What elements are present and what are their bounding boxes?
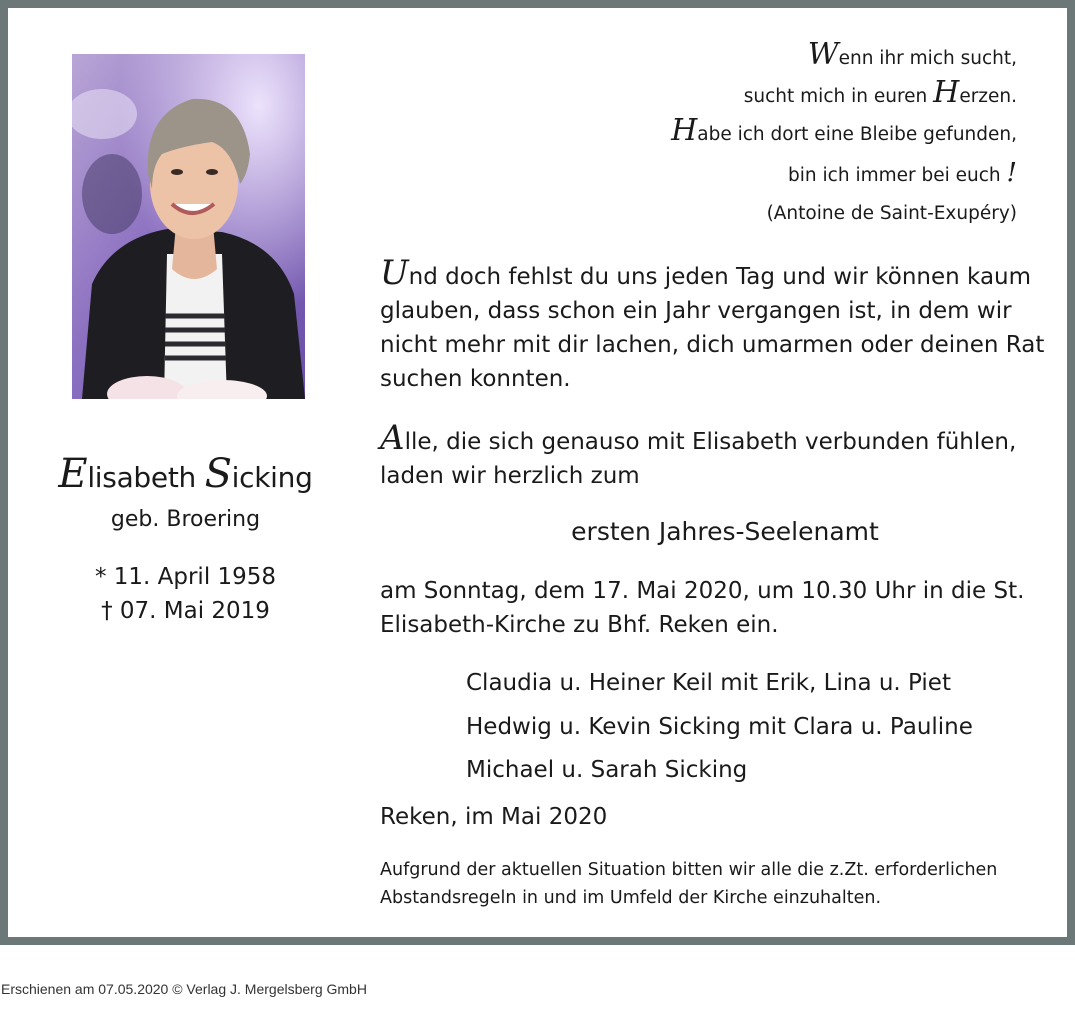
family-member: Hedwig u. Kevin Sicking mit Clara u. Pauline	[466, 713, 973, 740]
birth-name: geb. Broering	[110, 507, 261, 532]
life-dates	[48, 560, 323, 628]
poem-line-1: Wenn ihr mich sucht,	[807, 37, 1017, 72]
invitation-paragraph: Alle, die sich genauso mit Elisabeth verbunden fühlen, laden wir herzlich zum	[380, 418, 1017, 489]
place-date: Reken, im Mai 2020	[380, 804, 608, 830]
poem-line-3: Habe ich dort eine Bleibe gefunden,	[671, 113, 1017, 148]
memorial-paragraph: Und doch fehlst du uns jeden Tag und wir können kaum glauben, dass schon ein Jahr vergangen ist, in dem wir nicht mehr mit dir lachen, dich umarmen oder deinen Rat suchen konnten.	[380, 253, 1045, 392]
portrait-photo	[72, 54, 305, 399]
birth-date: * 11. April 1958	[94, 564, 277, 590]
family-list	[466, 662, 973, 793]
poem	[597, 37, 1017, 233]
mass-title: ersten Jahres-Seelenamt	[571, 517, 879, 546]
family-member: Claudia u. Heiner Keil mit Erik, Lina u. Piet	[466, 670, 951, 696]
distancing-notice: Aufgrund der aktuellen Situation bitten wir alle die z.Zt. erforderlichen Abstandsregeln in und im Umfeld der Kirche einzuhalten.	[380, 860, 998, 908]
death-date: † 07. Mai 2019	[101, 598, 270, 624]
mass-details: am Sonntag, dem 17. Mai 2020, um 10.30 Uhr in die St. Elisabeth-Kirche zu Bhf. Reken ein.	[380, 578, 1025, 638]
poem-line-4: bin ich immer bei euch !	[788, 158, 1017, 188]
poem-line-2: sucht mich in euren Herzen.	[743, 75, 1017, 110]
deceased-name: Elisabeth Sicking	[58, 451, 313, 497]
publication-credit: Erschienen am 07.05.2020 © Verlag J. Mergelsberg GmbH	[1, 981, 367, 997]
family-member: Michael u. Sarah Sicking	[466, 757, 748, 783]
poem-author: (Antoine de Saint-Exupéry)	[766, 203, 1017, 224]
